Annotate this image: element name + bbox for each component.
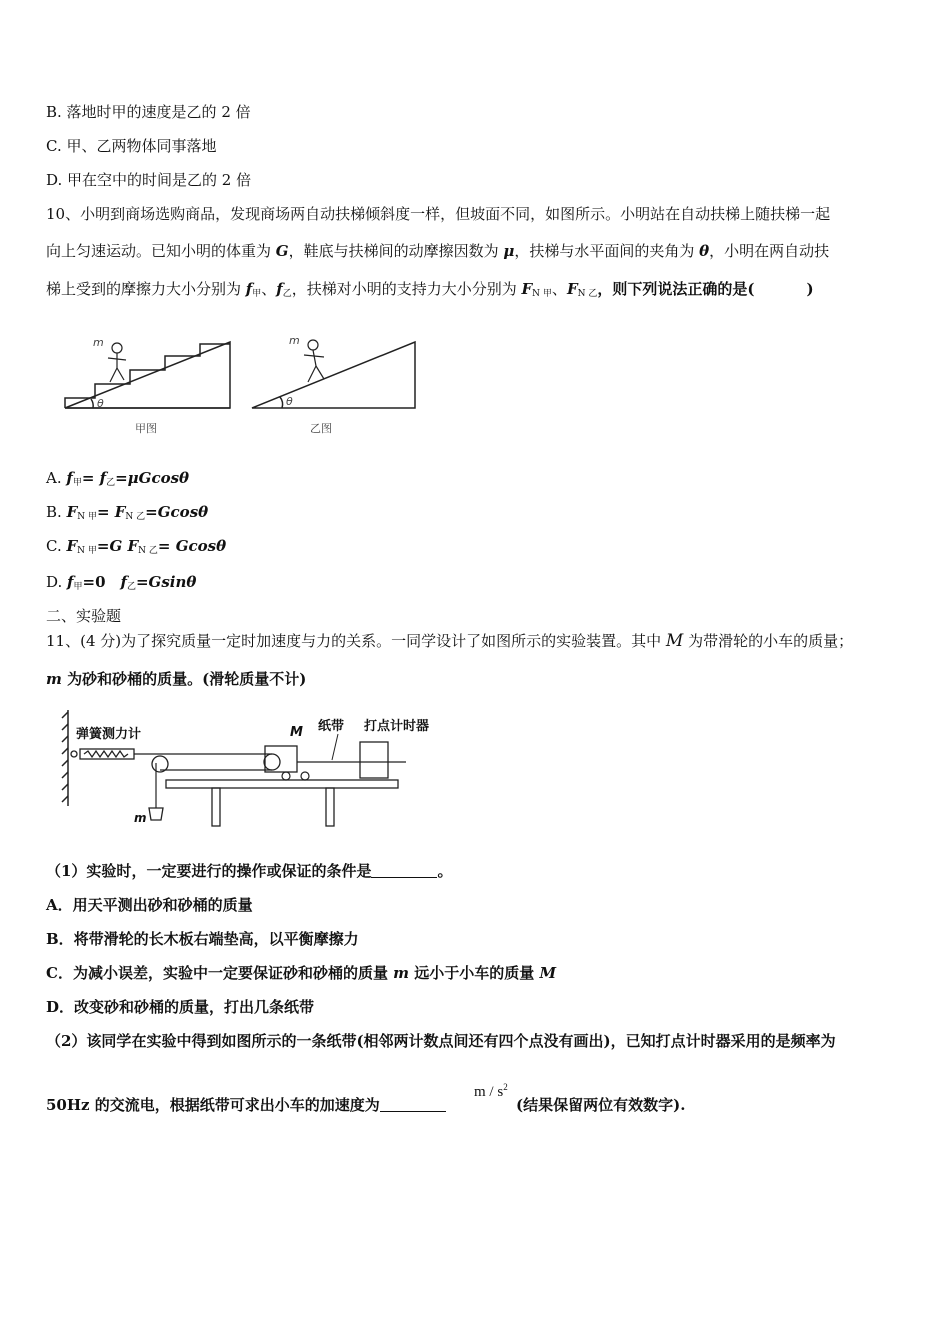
q11-option-a: A．用天平测出砂和砂桶的质量 xyxy=(46,896,253,914)
unit-acceleration: m / $s^2$ xyxy=(474,1082,508,1100)
q11-stem-line1: 11、(4 分)为了探究质量一定时加速度与力的关系。一同学设计了如图所示的实验装置。其中 M 为带滑轮的小车的质量； xyxy=(46,631,854,651)
escalator-ramp-diagram xyxy=(252,342,415,408)
q10-stem-line2: 向上匀速运动。已知小明的体重为 G，鞋底与扶梯间的动摩擦因数为 μ，扶梯与水平面间的夹角为 θ，小明在两自动扶 xyxy=(46,242,830,260)
cart xyxy=(265,746,297,772)
q9-option-c: C. 甲、乙两物体同事落地 xyxy=(46,137,217,155)
label-timer: 打点计时器 xyxy=(364,719,430,734)
q10-stem-line1: 10、小明到商场选购商品，发现商场两自动扶梯倾斜度一样，但坡面不同，如图所示。小明站在自动扶梯上随扶梯一起 xyxy=(46,205,831,223)
escalator-stairs-diagram xyxy=(65,342,230,408)
q10-stem-line3: 梯上受到的摩擦力大小分别为 $f_甲$、$f_乙$，扶梯对小明的支持力大小分别为 $F_{N 甲}$、$F_{N 乙}$，则下列说法正确的是( ) xyxy=(46,280,814,299)
answer-blank-2[interactable] xyxy=(380,1097,446,1112)
cart-pulley xyxy=(264,754,280,770)
q11-sub2-line2: 50Hz 的交流电，根据纸带可求出小车的加速度为 xyxy=(46,1094,446,1115)
q9-option-d: D. 甲在空中的时间是乙的 2 倍 xyxy=(46,171,252,189)
fig-right-theta: θ xyxy=(286,395,293,408)
wall xyxy=(62,710,68,806)
fig-left-caption: 甲图 xyxy=(135,422,157,435)
q11-option-b: B．将带滑轮的长木板右端垫高，以平衡摩擦力 xyxy=(46,930,359,948)
q10-option-d: D. $f_甲=0$ $f_乙=Gsin\theta$ xyxy=(46,573,197,592)
q11-sub2-line1: （2）该同学在实验中得到如图所示的一条纸带(相邻两计数点间还有四个点没有画出)，已知打点计时器采用的是频率为 xyxy=(46,1032,836,1050)
q11-option-d: D．改变砂和砂桶的质量，打出几条纸带 xyxy=(46,998,315,1016)
label-M: M xyxy=(290,725,303,740)
fig-left-theta: θ xyxy=(97,397,104,410)
answer-blank-1[interactable] xyxy=(371,863,437,878)
section-heading: 二、实验题 xyxy=(46,607,122,625)
q10-option-a: A. $f_甲= f_乙=\mu Gcos\theta$ xyxy=(46,469,190,488)
person-figure-right xyxy=(304,340,324,382)
strings xyxy=(134,754,272,808)
spring-scale xyxy=(71,749,134,759)
fig-right-caption: 乙图 xyxy=(310,422,332,435)
q10-option-b: B. $F_{N 甲}= F_{N 乙}=Gcos\theta$ xyxy=(46,503,209,522)
q11-option-c: C．为减小误差，实验中一定要保证砂和砂桶的质量 m 远小于小车的质量 M xyxy=(46,964,557,982)
q11-stem-line2: m 为砂和砂桶的质量。(滑轮质量不计) xyxy=(46,670,307,688)
fig-right-m: m xyxy=(289,334,300,347)
q11-sub1: （1）实验时，一定要进行的操作或保证的条件是 。 xyxy=(46,862,453,880)
table xyxy=(166,780,398,826)
escalator-figure xyxy=(60,330,430,440)
apparatus-figure xyxy=(60,708,430,833)
label-spring-scale: 弹簧测力计 xyxy=(76,727,142,742)
q10-option-c: C. $F_{N 甲}=G$ $F_{N 乙}= Gcos\theta$ xyxy=(46,537,227,556)
label-m: m xyxy=(134,811,147,825)
person-figure-left xyxy=(108,343,126,382)
label-tape: 纸带 xyxy=(318,719,345,734)
ticker-timer xyxy=(360,742,388,778)
sand-bucket xyxy=(149,808,163,820)
fig-left-m: m xyxy=(93,336,104,349)
q11-sub2-tail: (结果保留两位有效数字). xyxy=(516,1096,686,1114)
q9-option-b: B. 落地时甲的速度是乙的 2 倍 xyxy=(46,103,251,121)
